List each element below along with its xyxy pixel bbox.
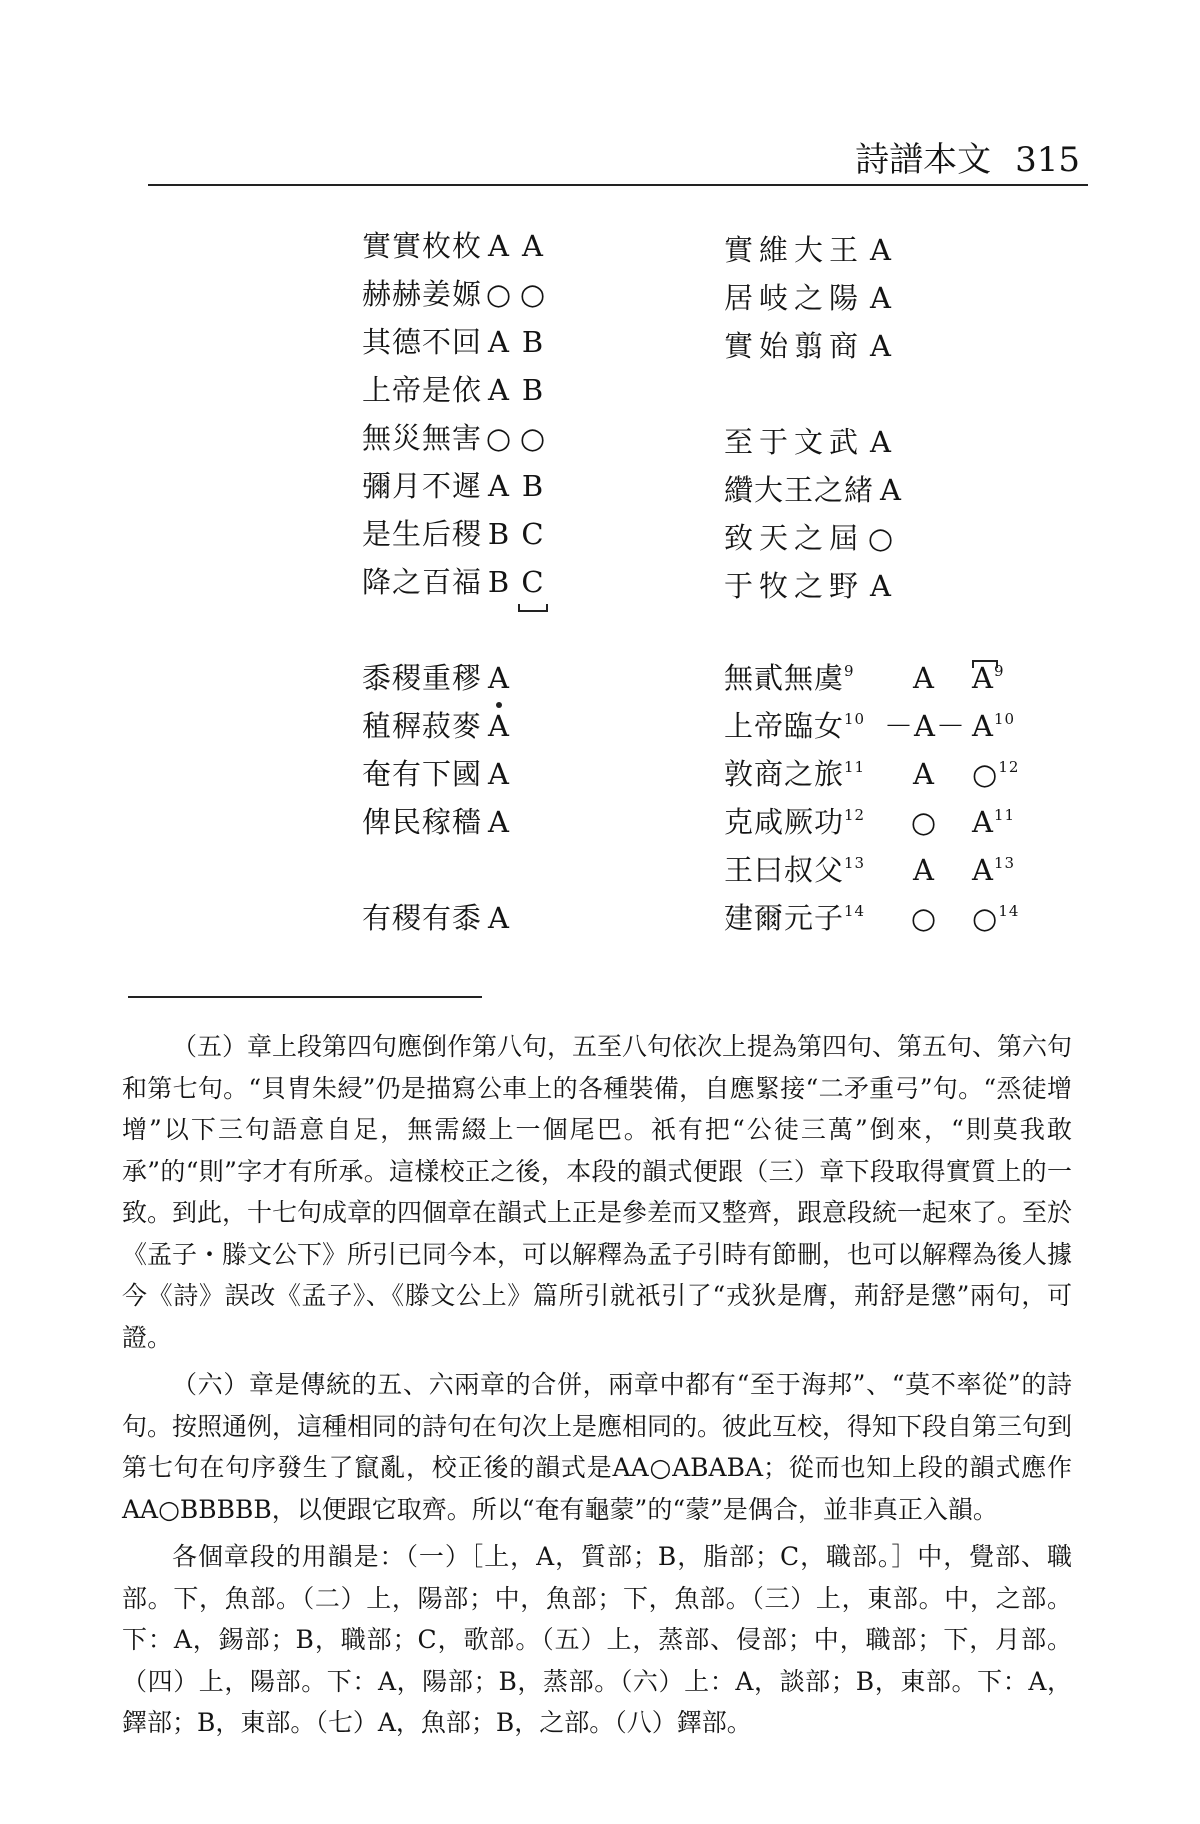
paragraph: （六）章是傳統的五、六兩章的合併，兩章中都有“至于海邦”、“莫不率從”的詩句。按照通例，這種相同的詩句在句次上是應相同的。彼此互校，得知下段自第三句到第七句在句序發生了竄亂，校正後的韻式是AA○ABABA；從而也知上段的韻式應作AA○BBBBB，以便跟它取齊。所以“奄有龜蒙”的“蒙”是偶合，並非真正入韻。 xyxy=(122,1370,1073,1524)
rhyme-mark: ○ xyxy=(910,805,938,839)
poem-line: 上帝臨女$^{10}$ xyxy=(724,709,866,743)
rhyme-mark: $A^{11}$ xyxy=(972,805,1016,839)
poem-line: 纘大王之緒 A xyxy=(724,473,902,507)
bracket-mark: C xyxy=(516,562,550,602)
poem-line: 致天之屆 ○ xyxy=(724,521,895,555)
rhyme-mark: $A^{10}$ xyxy=(972,709,1016,743)
page-number: 315 xyxy=(1015,140,1080,180)
poem-line: 俾民稼穡 A xyxy=(362,805,510,839)
paragraph: （五）章上段第四句應倒作第八句，五至八句依次上提為第四句、第五句、第六句和第七句。“貝胄朱綅”仍是描寫公車上的各種裝備，自應緊接“二矛重弓”句。“烝徒增增”以下三句語意自足，無需綴上一個尾巴。祇有把“公徒三萬”倒來，“則莫我敢承”的“則”字才有所承。這樣校正之後，本段的韻式便跟（三）章下段取得實質上的一致。到此，十七句成章的四個章在韻式上正是參差而又整齊，跟意段統一起來了。至於《孟子・滕文公下》所引已同今本，可以解釋為孟子引時有節刪，也可以解釋為後人據今《詩》誤改《孟子》、《滕文公上》篇所引就祇引了“戎狄是膺，荊舒是懲”兩句，可證。 xyxy=(122,1032,1073,1352)
paragraph: 各個章段的用韻是：（一）［上，A，質部；B，脂部；C，職部。］中，覺部、職部。下，魚部。（二）上，陽部；中，魚部；下，魚部。（三）上，東部。中，之部。下：A，錫部；B，職部；C，歌部。（五）上，蒸部、侵部；中，職部；下，月部。（四）上，陽部。下：A，陽部；B，蒸部。（六）上：A，談部；B，東部。下：A，鐸部；B，東部。（七）A，魚部；B，之部。（八）鐸部。 xyxy=(122,1542,1072,1737)
poem-line: 實維大王 A xyxy=(724,233,892,267)
rhyme-mark: A xyxy=(913,757,935,791)
poem-line: 居岐之陽 A xyxy=(724,281,892,315)
poem-line: 有稷有黍 A xyxy=(362,901,510,935)
rhyme-mark: A xyxy=(913,853,935,887)
overline-mark: A xyxy=(972,658,994,698)
poem-line: 無災無害 ○ ○ xyxy=(362,421,547,455)
poem-line: 是生后稷 B C xyxy=(362,517,545,551)
rhyme-mark: $A^{13}$ xyxy=(972,853,1016,887)
poem-line: 稙稺菽麥 A xyxy=(362,709,510,743)
poem-line: 彌月不遲 A B xyxy=(362,469,545,503)
right-poem xyxy=(724,230,1054,970)
commentary xyxy=(122,1026,1072,1750)
rhyme-mark: ○$^{14}$ xyxy=(972,901,1020,935)
left-poem xyxy=(362,226,622,966)
rhyme-mark: ○$^{12}$ xyxy=(972,757,1020,791)
page-header xyxy=(0,136,1080,184)
poem-line: 敦商之旅$^{11}$ xyxy=(724,757,866,791)
rhyme-mark: $A^9$ xyxy=(972,658,1005,698)
poem-line: 降之百福 B C xyxy=(362,562,550,602)
header-rule xyxy=(148,184,1088,186)
rhyme-mark: ○ xyxy=(910,901,938,935)
footnote-rule xyxy=(128,996,482,998)
poem-line: 赫赫姜嫄 ○ ○ xyxy=(362,277,547,311)
poem-line: 黍稷重穋 A xyxy=(362,658,516,698)
poem-line: 克咸厥功$^{12}$ xyxy=(724,805,866,839)
dot-mark: A xyxy=(482,658,516,698)
rhyme-mark: －A－ xyxy=(884,709,966,743)
poem-line: 實始翦商 A xyxy=(724,329,892,363)
poem-line: 無貳無虞$^9$ xyxy=(724,661,855,695)
poem-line: 王曰叔父$^{13}$ xyxy=(724,853,866,887)
poem-line: 實實枚枚 A A xyxy=(362,229,544,263)
poem-line: 至于文武 A xyxy=(724,425,892,459)
poem-line: 奄有下國 A xyxy=(362,757,510,791)
rhyme-mark: A xyxy=(913,661,935,695)
poem-line: 上帝是依 A B xyxy=(362,373,545,407)
poem-line: 建爾元子$^{14}$ xyxy=(724,901,866,935)
poem-line: 其德不回 A B xyxy=(362,325,545,359)
running-title: 詩譜本文 xyxy=(855,140,992,180)
poem-line: 于牧之野 A xyxy=(724,569,892,603)
